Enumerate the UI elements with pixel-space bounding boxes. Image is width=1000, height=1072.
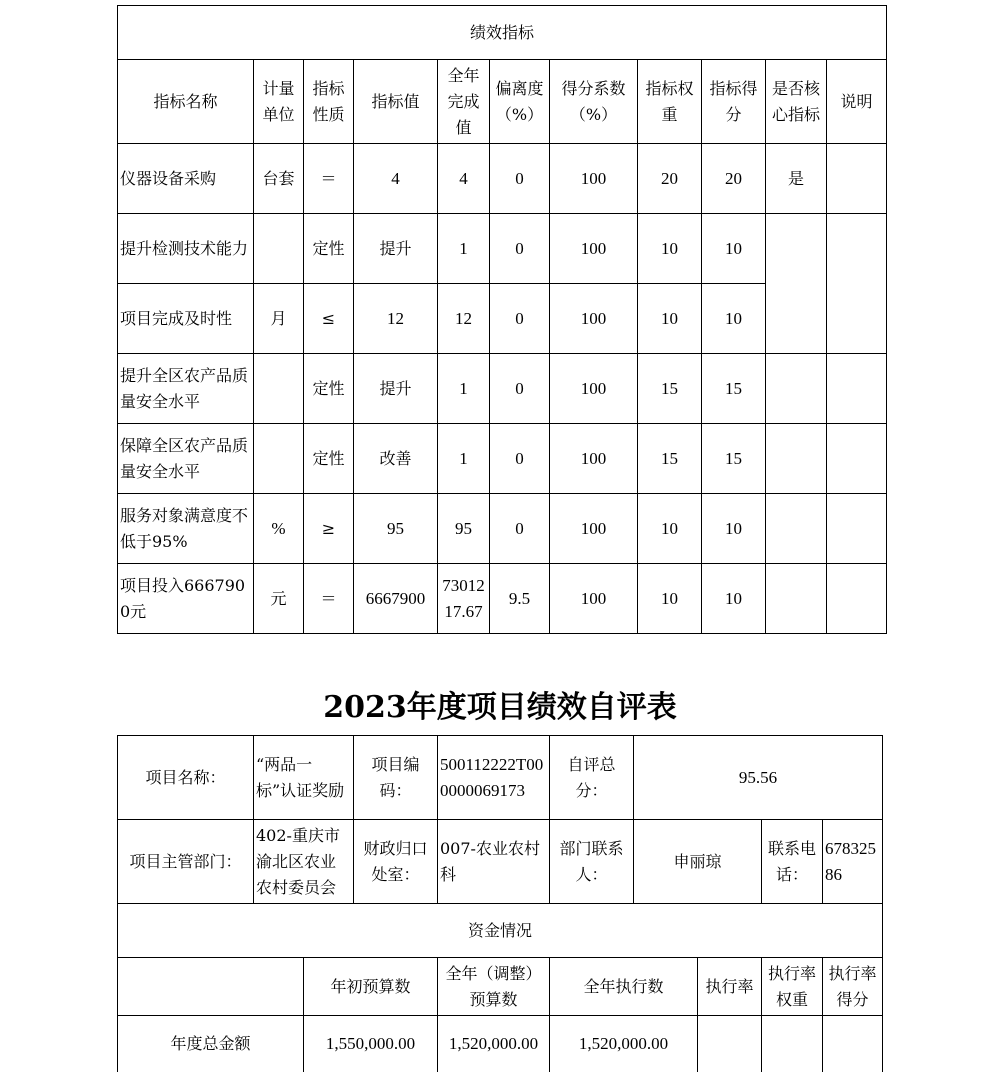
funds-header-initial: 年初预算数 bbox=[304, 958, 438, 1016]
header-target: 指标值 bbox=[354, 60, 438, 144]
contact-name: 申丽琼 bbox=[634, 820, 762, 904]
project-name-row bbox=[118, 736, 883, 820]
indicator-unit bbox=[254, 354, 304, 424]
indicator-coef: 100 bbox=[550, 214, 638, 284]
indicator-core: 是 bbox=[766, 144, 827, 214]
indicator-core bbox=[766, 494, 827, 564]
project-code: 500112222T000000069173 bbox=[438, 736, 550, 820]
header-weight: 指标权重 bbox=[638, 60, 702, 144]
indicator-name: 服务对象满意度不低于95% bbox=[118, 494, 254, 564]
funds-total-label: 年度总金额 bbox=[118, 1016, 304, 1072]
indicator-deviation: 0 bbox=[490, 354, 550, 424]
indicator-weight: 15 bbox=[638, 424, 702, 494]
indicator-name: 提升检测技术能力 bbox=[118, 214, 254, 284]
indicator-score: 20 bbox=[702, 144, 766, 214]
indicator-weight: 10 bbox=[638, 284, 702, 354]
indicator-note bbox=[827, 424, 887, 494]
indicator-unit: 元 bbox=[254, 564, 304, 634]
indicator-weight: 10 bbox=[638, 564, 702, 634]
finance-office: 007-农业农村科 bbox=[438, 820, 550, 904]
table-row bbox=[118, 284, 887, 354]
funds-executed: 1,520,000.00 bbox=[550, 1016, 698, 1072]
indicator-core bbox=[766, 424, 827, 494]
funds-adjusted: 1,520,000.00 bbox=[438, 1016, 550, 1072]
phone: 67832586 bbox=[823, 820, 883, 904]
indicator-core bbox=[766, 284, 827, 354]
indicator-coef: 100 bbox=[550, 144, 638, 214]
dept-label: 项目主管部门： bbox=[118, 820, 254, 904]
project-name: “两品一标”认证奖励 bbox=[254, 736, 354, 820]
section-title-funds: 资金情况 bbox=[118, 904, 883, 958]
header-deviation: 偏离度（%） bbox=[490, 60, 550, 144]
indicator-target: 12 bbox=[354, 284, 438, 354]
indicator-deviation: 9.5 bbox=[490, 564, 550, 634]
indicator-note bbox=[827, 144, 887, 214]
project-code-label: 项目编码： bbox=[354, 736, 438, 820]
indicator-note bbox=[827, 354, 887, 424]
indicator-deviation: 0 bbox=[490, 494, 550, 564]
indicator-note bbox=[827, 494, 887, 564]
indicator-score: 10 bbox=[702, 564, 766, 634]
header-core: 是否核心指标 bbox=[766, 60, 827, 144]
indicator-target: 4 bbox=[354, 144, 438, 214]
project-info-table bbox=[117, 735, 883, 1072]
header-note: 说明 bbox=[827, 60, 887, 144]
indicator-score: 10 bbox=[702, 494, 766, 564]
indicator-weight: 20 bbox=[638, 144, 702, 214]
indicator-target: 95 bbox=[354, 494, 438, 564]
indicator-name: 仪器设备采购 bbox=[118, 144, 254, 214]
funds-rate-score bbox=[823, 1016, 883, 1072]
header-unit: 计量单位 bbox=[254, 60, 304, 144]
header-coef: 得分系数（%） bbox=[550, 60, 638, 144]
indicator-score: 10 bbox=[702, 214, 766, 284]
indicator-actual: 7301217.67 bbox=[438, 564, 490, 634]
indicator-core bbox=[766, 354, 827, 424]
indicator-note bbox=[827, 284, 887, 354]
indicator-target: 6667900 bbox=[354, 564, 438, 634]
indicator-name: 保障全区农产品质量安全水平 bbox=[118, 424, 254, 494]
indicator-coef: 100 bbox=[550, 564, 638, 634]
indicator-note bbox=[827, 564, 887, 634]
table-row bbox=[118, 494, 887, 564]
indicator-score: 15 bbox=[702, 424, 766, 494]
table-row bbox=[118, 564, 887, 634]
performance-indicator-table bbox=[117, 5, 887, 634]
table-row bbox=[118, 354, 887, 424]
indicator-deviation: 0 bbox=[490, 424, 550, 494]
indicator-actual: 4 bbox=[438, 144, 490, 214]
funds-header-adjusted: 全年（调整）预算数 bbox=[438, 958, 550, 1016]
project-name-label: 项目名称： bbox=[118, 736, 254, 820]
header-nature: 指标性质 bbox=[304, 60, 354, 144]
indicator-coef: 100 bbox=[550, 354, 638, 424]
funds-rate-weight bbox=[762, 1016, 823, 1072]
phone-label: 联系电话： bbox=[762, 820, 823, 904]
indicator-unit: 月 bbox=[254, 284, 304, 354]
dept-row bbox=[118, 820, 883, 904]
section-title-performance: 绩效指标 bbox=[118, 6, 887, 60]
indicator-target: 改善 bbox=[354, 424, 438, 494]
funds-rate bbox=[698, 1016, 762, 1072]
indicator-coef: 100 bbox=[550, 494, 638, 564]
header-score: 指标得分 bbox=[702, 60, 766, 144]
indicator-note bbox=[827, 214, 887, 284]
indicator-coef: 100 bbox=[550, 284, 638, 354]
funds-initial: 1,550,000.00 bbox=[304, 1016, 438, 1072]
indicator-actual: 95 bbox=[438, 494, 490, 564]
self-score: 95.56 bbox=[634, 736, 883, 820]
indicator-score: 10 bbox=[702, 284, 766, 354]
finance-label: 财政归口处室： bbox=[354, 820, 438, 904]
table-row bbox=[118, 424, 887, 494]
indicator-score: 15 bbox=[702, 354, 766, 424]
indicator-deviation: 0 bbox=[490, 284, 550, 354]
funds-header-rate-score: 执行率得分 bbox=[823, 958, 883, 1016]
header-row bbox=[118, 60, 887, 144]
funds-header-blank bbox=[118, 958, 304, 1016]
indicator-nature: 定性 bbox=[304, 214, 354, 284]
indicator-deviation: 0 bbox=[490, 144, 550, 214]
table-row bbox=[118, 144, 887, 214]
indicator-unit bbox=[254, 424, 304, 494]
funds-total-row bbox=[118, 1016, 883, 1072]
indicator-actual: 1 bbox=[438, 354, 490, 424]
dept: 402-重庆市渝北区农业农村委员会 bbox=[254, 820, 354, 904]
self-score-label: 自评总分： bbox=[550, 736, 634, 820]
page-title: 2023年度项目绩效自评表 bbox=[323, 690, 677, 725]
indicator-name: 项目投入6667900元 bbox=[118, 564, 254, 634]
indicator-weight: 15 bbox=[638, 354, 702, 424]
indicator-unit: % bbox=[254, 494, 304, 564]
indicator-actual: 1 bbox=[438, 424, 490, 494]
indicator-coef: 100 bbox=[550, 424, 638, 494]
indicator-weight: 10 bbox=[638, 214, 702, 284]
indicator-unit bbox=[254, 214, 304, 284]
funds-header-row bbox=[118, 958, 883, 1016]
indicator-target: 提升 bbox=[354, 354, 438, 424]
header-actual: 全年完成值 bbox=[438, 60, 490, 144]
indicator-nature: 定性 bbox=[304, 354, 354, 424]
indicator-nature: ＝ bbox=[304, 144, 354, 214]
indicator-nature: ＝ bbox=[304, 564, 354, 634]
indicator-weight: 10 bbox=[638, 494, 702, 564]
indicator-core bbox=[766, 214, 827, 284]
funds-header-rate: 执行率 bbox=[698, 958, 762, 1016]
indicator-nature: ≥ bbox=[304, 494, 354, 564]
funds-header-executed: 全年执行数 bbox=[550, 958, 698, 1016]
contact-label: 部门联系人： bbox=[550, 820, 634, 904]
indicator-unit: 台套 bbox=[254, 144, 304, 214]
indicator-name: 项目完成及时性 bbox=[118, 284, 254, 354]
indicator-actual: 1 bbox=[438, 214, 490, 284]
indicator-actual: 12 bbox=[438, 284, 490, 354]
header-indicator-name: 指标名称 bbox=[118, 60, 254, 144]
table-row bbox=[118, 214, 887, 284]
funds-header-rate-weight: 执行率权重 bbox=[762, 958, 823, 1016]
indicator-deviation: 0 bbox=[490, 214, 550, 284]
indicator-name: 提升全区农产品质量安全水平 bbox=[118, 354, 254, 424]
indicator-nature: 定性 bbox=[304, 424, 354, 494]
indicator-nature: ≤ bbox=[304, 284, 354, 354]
indicator-target: 提升 bbox=[354, 214, 438, 284]
indicator-core bbox=[766, 564, 827, 634]
